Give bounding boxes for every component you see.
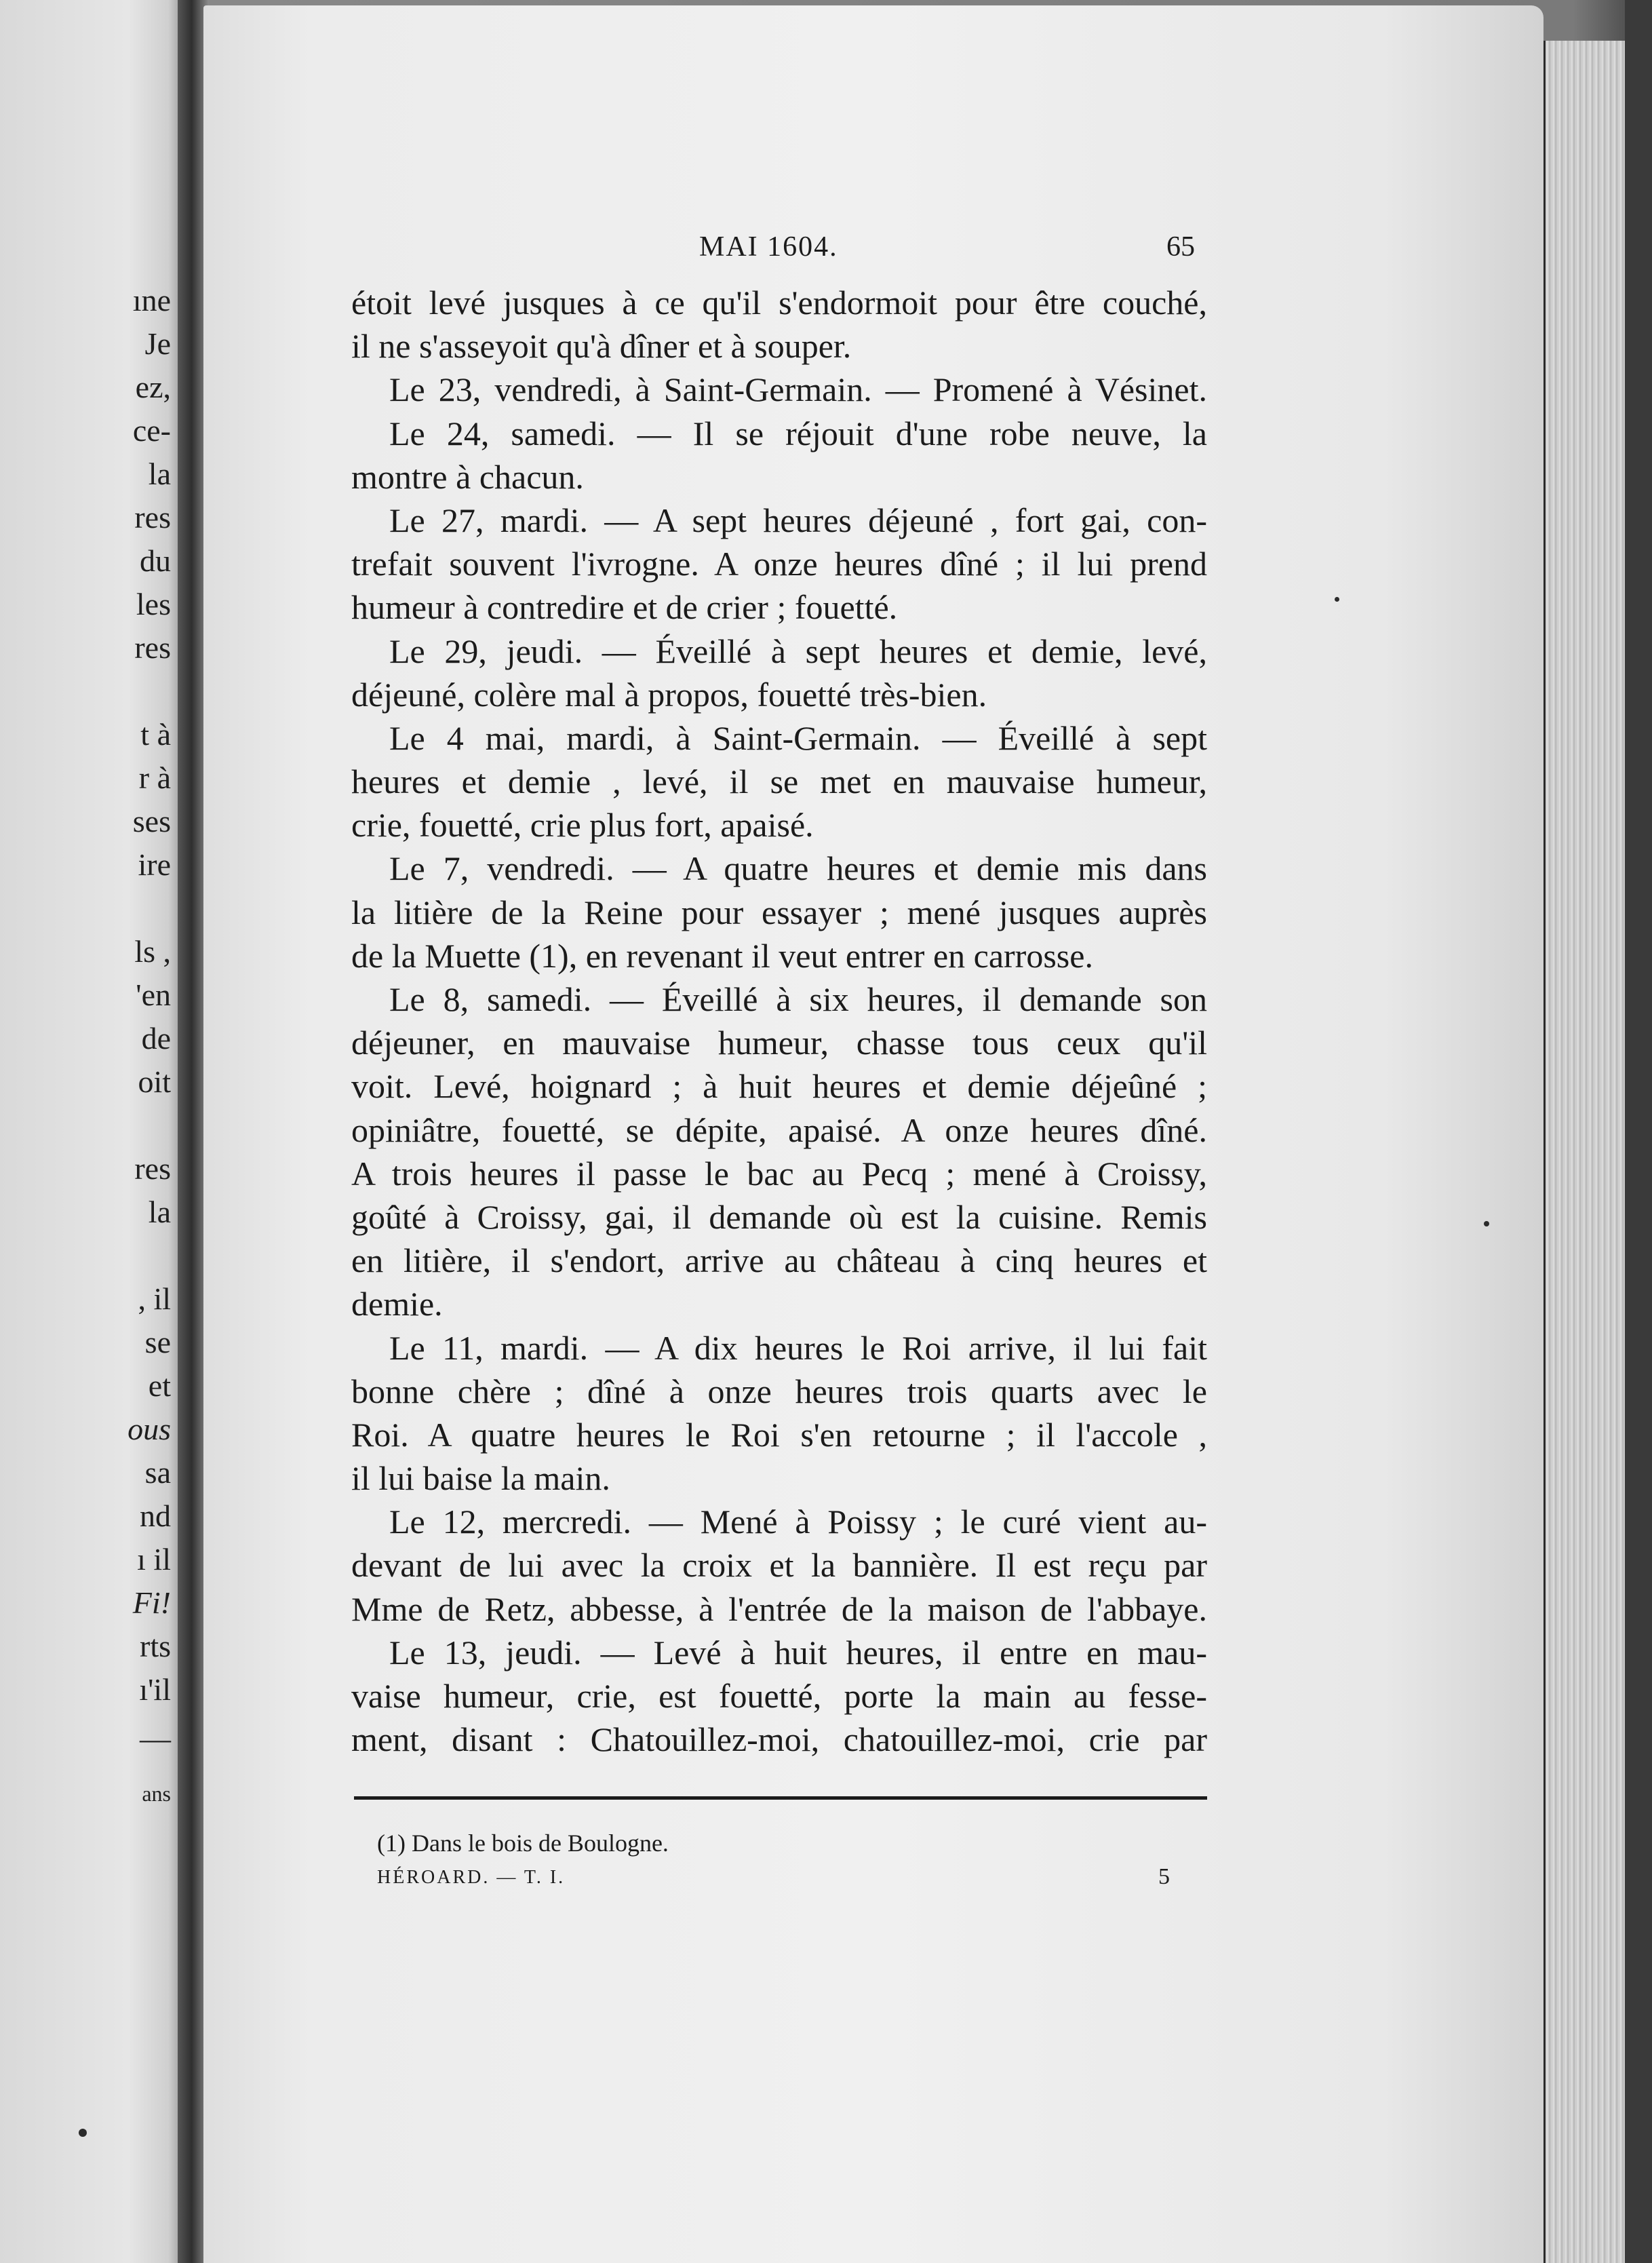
page-edge-stack: [1543, 41, 1627, 2263]
running-head: MAI 1604.: [699, 231, 838, 263]
text-line: de la Muette (1), en revenant il veut entrer en carrosse.: [351, 936, 1093, 975]
left-page-fragment: et: [148, 1368, 171, 1403]
footnote: (1) Dans le bois de Boulogne.: [377, 1830, 669, 1857]
text-line: devant de lui avec la croix et la bannière. Il est reçu par: [351, 1546, 1207, 1585]
text-line: Le 13, jeudi. — Levé à huit heures, il entre en mau-: [389, 1633, 1207, 1671]
text-line: Le 4 mai, mardi, à Saint-Germain. — Éveillé à sept: [389, 718, 1207, 757]
left-page-fragment: se: [144, 1325, 171, 1359]
left-page-fragment: sa: [144, 1455, 171, 1490]
left-page-fragment: rts: [140, 1629, 171, 1663]
left-page-fragment: Je: [144, 326, 171, 361]
text-line: Le 23, vendredi, à Saint-Germain. — Promené à Vésinet.: [389, 370, 1207, 409]
left-page-fragment: r à: [138, 760, 171, 795]
printer-signature: HÉROARD. — T. I.: [377, 1867, 566, 1888]
left-page-fragment: ez,: [135, 370, 171, 404]
left-page-fragment: res: [134, 1151, 171, 1186]
left-page-fragment: , il: [138, 1281, 171, 1316]
left-page-fragment: la: [148, 1195, 171, 1229]
text-line: trefait souvent l'ivrogne. A onze heures dîné ; il lui prend: [351, 545, 1207, 583]
left-page-fragment: ce-: [132, 413, 171, 448]
left-page-fragment: 'en: [136, 978, 171, 1012]
text-line: goûté à Croissy, gai, il demande où est la cuisine. Remis: [351, 1197, 1207, 1236]
left-page-fragment: ı il: [137, 1542, 171, 1577]
text-line: voit. Levé, hoignard ; à huit heures et demie déjeûné ;: [351, 1067, 1207, 1106]
left-page-fragment: ire: [138, 847, 171, 882]
text-line: heures et demie , levé, il se met en mauvaise humeur,: [351, 762, 1207, 801]
left-page-fragment: ses: [132, 804, 171, 838]
text-line: Le 24, samedi. — Il se réjouit d'une robe neuve, la: [389, 414, 1207, 452]
left-page-fragment: les: [136, 587, 171, 621]
text-line: Le 11, mardi. — A dix heures le Roi arrive, il lui fait: [389, 1328, 1207, 1367]
text-line: il lui baise la main.: [351, 1459, 610, 1498]
text-line: bonne chère ; dîné à onze heures trois quarts avec le: [351, 1372, 1207, 1410]
text-line: A trois heures il passe le bac au Pecq ; mené à Croissy,: [351, 1154, 1207, 1193]
left-page-fragment: ı'il: [139, 1672, 171, 1707]
left-page-fragment: ans: [142, 1781, 171, 1806]
left-page-fragment: —: [140, 1721, 171, 1756]
left-facing-page: [0, 0, 183, 2263]
page-number: 65: [1166, 231, 1195, 263]
footnote-rule: [354, 1796, 1207, 1800]
left-page-fragment: Fi!: [132, 1585, 171, 1620]
left-page-fragment: res: [134, 630, 171, 665]
text-line: Mme de Retz, abbesse, à l'entrée de la maison de l'abbaye.: [351, 1589, 1207, 1628]
left-page-fragment: ous: [127, 1412, 171, 1446]
text-line: opiniâtre, fouetté, se dépite, apaisé. A onze heures dîné.: [351, 1110, 1207, 1149]
text-line: montre à chacun.: [351, 457, 584, 496]
text-line: vaise humeur, crie, est fouetté, porte la main au fesse-: [351, 1677, 1207, 1715]
left-page-fragment: ls ,: [134, 934, 171, 969]
text-line: Le 8, samedi. — Éveillé à six heures, il demande son: [389, 980, 1207, 1018]
text-line: déjeuner, en mauvaise humeur, chasse tous ceux qu'il: [351, 1024, 1207, 1062]
text-line: Le 7, vendredi. — A quatre heures et demie mis dans: [389, 849, 1207, 888]
text-line: en litière, il s'endort, arrive au château à cinq heures et: [351, 1241, 1207, 1280]
left-page-fragment: de: [141, 1021, 171, 1056]
text-line: Roi. A quatre heures le Roi s'en retourne ; il l'accole ,: [351, 1415, 1207, 1454]
text-line: déjeuné, colère mal à propos, fouetté très-bien.: [351, 675, 987, 714]
scan-speck: [1335, 597, 1339, 602]
left-page-fragment: ıne: [132, 283, 171, 317]
text-line: il ne s'asseyoit qu'à dîner et à souper.: [351, 327, 852, 366]
text-line: Le 27, mardi. — A sept heures déjeuné , fort gai, con-: [389, 501, 1207, 539]
left-page-fragment: la: [148, 457, 171, 491]
left-page-fragment: du: [140, 543, 171, 578]
text-line: crie, fouetté, crie plus fort, apaisé.: [351, 806, 814, 845]
left-page-fragment: res: [134, 500, 171, 535]
left-page-fragment: nd: [140, 1498, 171, 1533]
text-line: demie.: [351, 1285, 443, 1323]
text-line: la litière de la Reine pour essayer ; mené jusques auprès: [351, 893, 1207, 931]
scan-speck: [79, 2129, 87, 2137]
body-text: [351, 281, 1207, 1761]
scan-background-edge: [1625, 0, 1652, 2263]
left-page-fragment: t à: [140, 717, 171, 752]
left-page-fragment: oit: [138, 1064, 171, 1099]
text-line: étoit levé jusques à ce qu'il s'endormoit pour être couché,: [351, 284, 1207, 322]
scan-speck: [1484, 1221, 1489, 1226]
signature-number: 5: [1158, 1864, 1170, 1889]
text-line: Le 29, jeudi. — Éveillé à sept heures et demie, levé,: [389, 632, 1207, 670]
text-line: Le 12, mercredi. — Mené à Poissy ; le curé vient au-: [389, 1503, 1207, 1541]
text-line: ment, disant : Chatouillez-moi, chatouillez-moi, crie par: [351, 1720, 1207, 1759]
text-line: humeur à contredire et de crier ; fouetté.: [351, 588, 898, 627]
